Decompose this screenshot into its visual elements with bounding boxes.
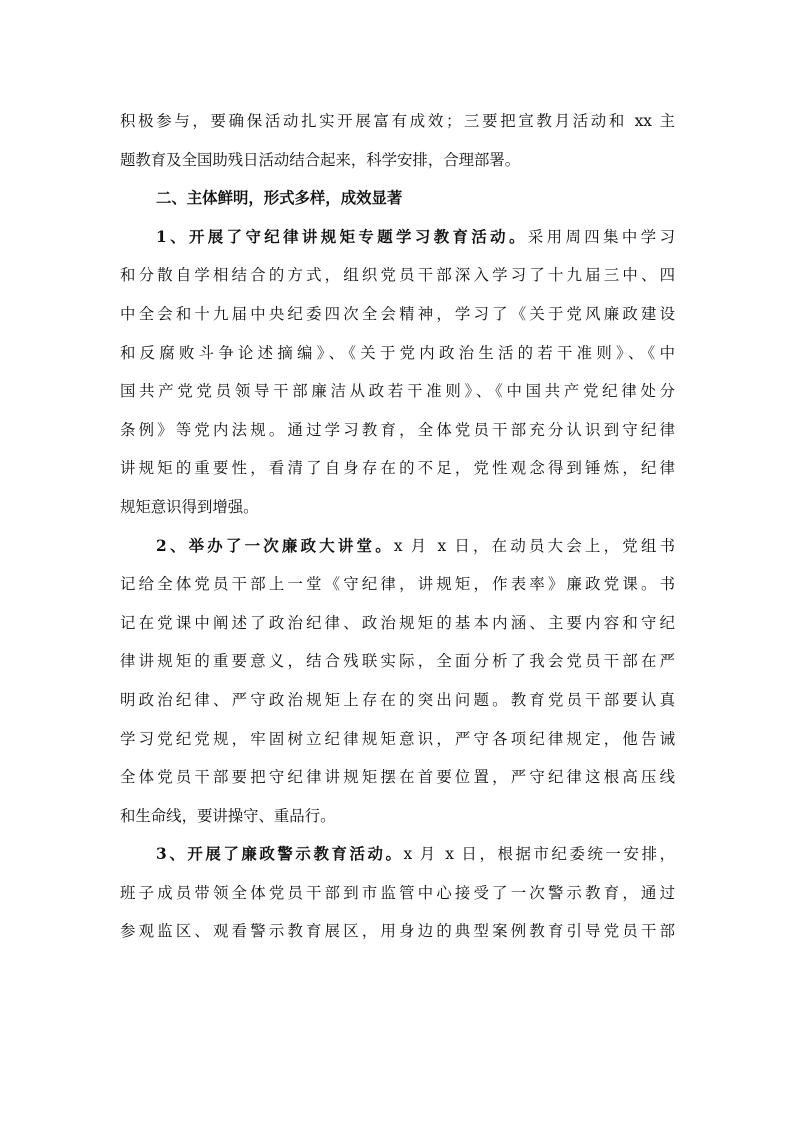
paragraph-text: x 月 x 日，在动员大会上，党组书 <box>393 536 675 555</box>
paragraph-line: 题教育及全国助残日活动结合起来，科学安排，合理部署。 <box>120 150 521 169</box>
paragraph-line: 中全会和十九届中央纪委四次全会精神，学习了《关于党风廉政建设 <box>120 304 675 323</box>
paragraph-line: 积极参与，要确保活动扎实开展富有成效；三要把宣教月活动和 xx 主 <box>120 112 675 130</box>
paragraph-line: 记在党课中阐述了政治纪律、政治规矩的基本内涵、主要内容和守纪 <box>120 613 675 632</box>
paragraph-line: 记给全体党员干部上一堂《守纪律，讲规矩，作表率》廉政党课。书 <box>120 575 675 594</box>
paragraph-line: 全体党员干部要把守纪律讲规矩摆在首要位置，严守纪律这根高压线 <box>120 768 675 787</box>
paragraph-line <box>120 835 675 874</box>
item-heading: 3、开展了廉政警示教育活动。 <box>156 845 404 864</box>
paragraph-line <box>120 218 675 257</box>
paragraph-line <box>120 527 675 566</box>
paragraph-line: 规矩意识得到增强。 <box>120 497 259 516</box>
paragraph-line: 条例》等党内法规。通过学习教育，全体党员干部充分认识到守纪律 <box>120 420 675 439</box>
item-heading: 2、举办了一次廉政大讲堂。 <box>156 536 394 555</box>
paragraph-text: 采用周四集中学习 <box>527 227 675 246</box>
document-body <box>120 102 675 951</box>
paragraph-line: 明政治纪律、严守政治规矩上存在的突出问题。教育党员干部要认真 <box>120 690 675 709</box>
paragraph-line: 国共产党党员领导干部廉洁从政若干准则》、《中国共产党纪律处分 <box>120 382 675 401</box>
paragraph-line: 和反腐败斗争论述摘编》、《关于党内政治生活的若干准则》、《中 <box>120 343 675 362</box>
paragraph-line: 和生命线，要讲操守、重品行。 <box>120 806 336 825</box>
paragraph-line: 班子成员带领全体党员干部到市监管中心接受了一次警示教育，通过 <box>120 883 675 902</box>
item-heading: 1、开展了守纪律讲规矩专题学习教育活动。 <box>156 227 528 246</box>
paragraph-line: 参观监区、观看警示教育展区，用身边的典型案例教育引导党员干部 <box>120 922 675 941</box>
paragraph-line: 学习党纪党规，牢固树立纪律规矩意识，严守各项纪律规定，他告诫 <box>120 729 675 748</box>
section-heading: 二、主体鲜明，形式多样，成效显著 <box>156 189 403 208</box>
paragraph-text: x 月 x 日，根据市纪委统一安排， <box>403 845 675 864</box>
paragraph-line: 和分散自学相结合的方式，组织党员干部深入学习了十九届三中、四 <box>120 266 675 285</box>
paragraph-line: 律讲规矩的重要意义，结合残联实际，全面分析了我会党员干部在严 <box>120 652 675 671</box>
paragraph-line: 讲规矩的重要性，看清了自身存在的不足，党性观念得到锤炼，纪律 <box>120 459 675 478</box>
